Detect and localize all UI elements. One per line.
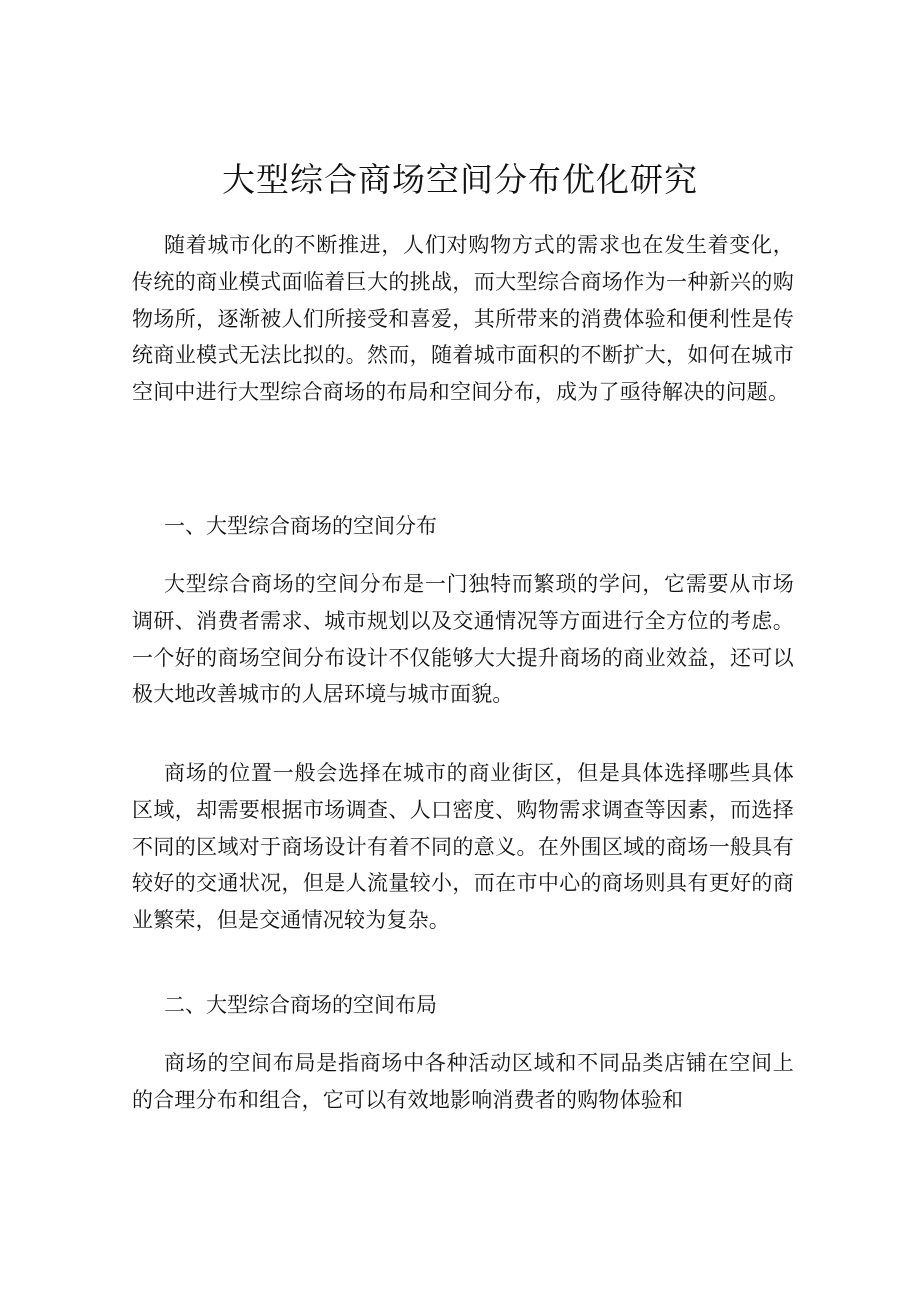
section-1-paragraph-1: 大型综合商场的空间分布是一门独特而繁琐的学问，它需要从市场调研、消费者需求、城市规划以及交通情况等方面进行全方位的考虑。一个好的商场空间分布设计不仅能够大大提升商场的商业效益，还可以极大地改善城市的人居环境与城市面貌。 [132, 572, 794, 707]
document-title: 大型综合商场空间分布优化研究 [222, 160, 698, 199]
section-heading-1: 一、大型综合商场的空间分布 [164, 514, 437, 538]
section-heading-2: 二、大型综合商场的空间布局 [164, 993, 437, 1017]
intro-paragraph: 随着城市化的不断推进，人们对购物方式的需求也在发生着变化，传统的商业模式面临着巨大的挑战，而大型综合商场作为一种新兴的购物场所，逐渐被人们所接受和喜爱，其所带来的消费体验和便利性是传统商业模式无法比拟的。然而，随着城市面积的不断扩大，如何在城市空间中进行大型综合商场的布局和空间分布，成为了亟待解决的问题。 [132, 233, 794, 405]
section-2-paragraph-1: 商场的空间布局是指商场中各种活动区域和不同品类店铺在空间上的合理分布和组合，它可以有效地影响消费者的购物体验和 [132, 1051, 794, 1112]
section-1-paragraph-2: 商场的位置一般会选择在城市的商业街区，但是具体选择哪些具体区域，却需要根据市场调查、人口密度、购物需求调查等因素，而选择不同的区域对于商场设计有着不同的意义。在外围区域的商场一般具有较好的交通状况，但是人流量较小，而在市中心的商场则具有更好的商业繁荣，但是交通情况较为复杂。 [132, 761, 794, 933]
